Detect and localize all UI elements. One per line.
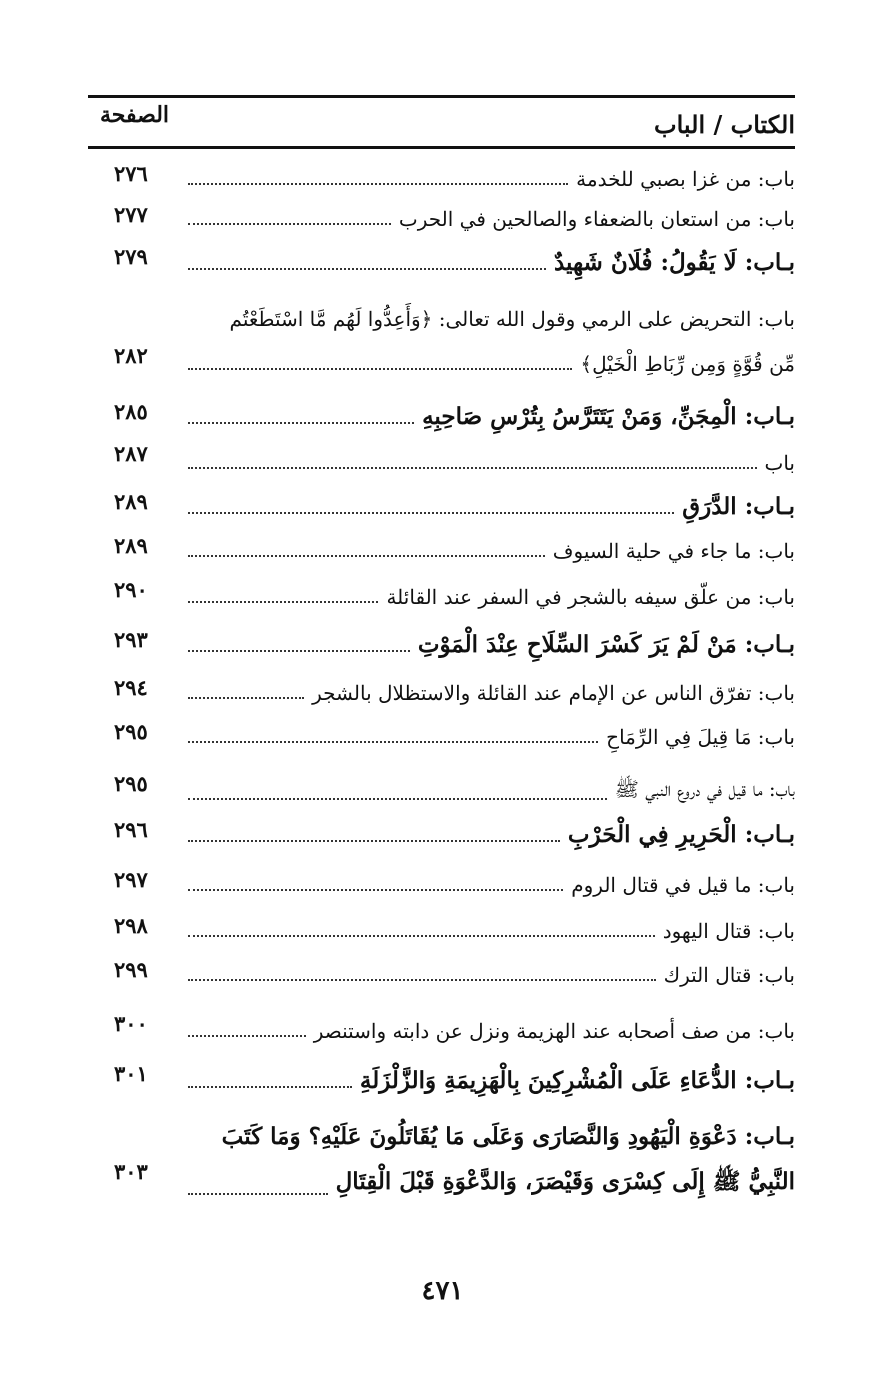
toc-entry[interactable]: [88, 1061, 795, 1113]
entry-page-number: ٢٨٩: [114, 489, 148, 514]
entry-title-line: [188, 1167, 795, 1201]
leader-dots: [188, 935, 655, 937]
entry-title: بـاب: مَنْ لَمْ يَرَ كَسْرَ السِّلَاحِ عِنْدَ الْمَوْتِ: [417, 631, 795, 658]
entry-title: باب: مَا قِيلَ فِي الرِّمَاحِ: [606, 725, 795, 749]
entry-title-line: [188, 493, 795, 520]
entry-page-number: ٢٨٢: [114, 343, 148, 368]
entry-title-line: [188, 585, 795, 609]
toc-entry[interactable]: [88, 865, 795, 911]
entry-title-line: [188, 451, 795, 475]
leader-dots: [188, 889, 563, 891]
entry-title: بـاب: الْحَرِيرِ فِي الْحَرْبِ: [567, 821, 795, 848]
entry-title-line: [188, 1019, 795, 1043]
entry-page-number: ٣٠٠: [114, 1011, 148, 1036]
toc-entry[interactable]: [88, 817, 795, 865]
entry-title: باب: تفرّق الناس عن الإمام عند القائلة والاستظلال بالشجر: [312, 681, 795, 705]
entry-page-number: ٢٩٥: [114, 771, 148, 796]
leader-dots: [188, 223, 391, 225]
entry-title-line: [188, 725, 795, 749]
toc-entry[interactable]: [88, 531, 795, 575]
toc-entry[interactable]: [88, 297, 795, 397]
entry-page-number: ٢٨٧: [114, 441, 148, 466]
leader-dots: [188, 979, 656, 981]
page-number: ٤٧١: [421, 1276, 464, 1306]
toc-entry[interactable]: [88, 623, 795, 673]
entry-page-number: ٢٧٧: [114, 202, 148, 227]
entry-title-line: [188, 403, 795, 430]
entry-title-line: [188, 821, 795, 848]
entry-page-number: ٢٩٤: [114, 675, 148, 700]
entry-title-line: [188, 777, 795, 806]
entry-title: بـاب: الدَّرَقِ: [682, 493, 795, 520]
entry-title: باب: [764, 451, 795, 475]
page-column-label: الصفحة: [100, 102, 170, 128]
toc-entry[interactable]: [88, 673, 795, 715]
leader-dots: [188, 798, 607, 800]
entry-page-number: ٢٩٩: [114, 957, 148, 982]
entry-page-number: ٢٧٦: [114, 161, 148, 186]
leader-dots: [188, 840, 560, 842]
leader-dots: [188, 512, 674, 514]
entry-title-line: [188, 1067, 795, 1094]
entry-title-line: [188, 681, 795, 705]
entry-page-number: ٢٨٩: [114, 533, 148, 558]
entry-page-number: ٢٩٥: [114, 719, 148, 744]
entry-title-line: [188, 539, 795, 563]
entry-title-line: [188, 352, 795, 376]
entry-title: بـاب: الدُّعَاءِ عَلَى الْمُشْرِكِينَ بِالْهَزِيمَةِ وَالزَّلْزَلَةِ: [359, 1067, 795, 1094]
leader-dots: [188, 555, 545, 557]
toc-entry[interactable]: [88, 767, 795, 817]
entry-title-line: [188, 919, 795, 943]
toc-entry[interactable]: [88, 441, 795, 485]
entry-title-line: [188, 963, 795, 987]
chapter-column-label: الكتاب / الباب: [654, 110, 795, 139]
toc-entry[interactable]: [88, 911, 795, 955]
leader-dots: [188, 650, 410, 652]
leader-dots: [188, 368, 572, 370]
entry-page-number: ٣٠١: [114, 1061, 148, 1086]
toc-header: [88, 95, 795, 149]
toc-list: [88, 149, 795, 1213]
toc-entry[interactable]: [88, 397, 795, 441]
entry-title: باب: قتال الترك: [663, 963, 795, 987]
entry-title-line: [188, 167, 795, 191]
leader-dots: [188, 467, 757, 469]
entry-title: مِّن قُوَّةٍ وَمِن رِّبَاطِ الْخَيْلِ﴾: [580, 352, 795, 376]
leader-dots: [188, 183, 568, 185]
leader-dots: [188, 697, 304, 699]
entry-title: باب: ما قيل في دروع النبي ﷺ: [614, 777, 795, 801]
entry-title: باب: من استعان بالضعفاء والصالحين في الحرب: [398, 207, 795, 231]
entry-title-line-1: باب: التحريض على الرمي وقول الله تعالى: ﴿وَأَعِدُّوا لَهُم مَّا اسْتَطَعْتُم: [229, 307, 795, 331]
leader-dots: [188, 1086, 352, 1088]
entry-title-line-1: بـاب: دَعْوَةِ الْيَهُودِ وَالنَّصَارَى وَعَلَى مَا يُقَاتَلُونَ عَلَيْهِ؟ وَمَا كَتَبَ: [221, 1123, 795, 1150]
entry-title: بـاب: لَا يَقُولُ: فُلَانٌ شَهِيدٌ: [553, 249, 795, 276]
toc-entry[interactable]: [88, 1113, 795, 1213]
entry-title: باب: ما قيل في قتال الروم: [571, 873, 795, 897]
entry-title: النَّبِيُّ ﷺ إِلَى كِسْرَى وَقَيْصَرَ، وَالدَّعْوَةِ قَبْلَ الْقِتَالِ: [335, 1168, 795, 1195]
entry-page-number: ٢٩٣: [114, 627, 148, 652]
leader-dots: [188, 601, 378, 603]
leader-dots: [188, 1035, 306, 1037]
entry-page-number: ٢٩٨: [114, 913, 148, 938]
entry-title: باب: من غزا بصبي للخدمة: [576, 167, 795, 191]
toc-entry[interactable]: [88, 485, 795, 531]
entry-title: بـاب: الْمِجَنِّ، وَمَنْ يَتَتَرَّسُ بِتُرْسِ صَاحِبِهِ: [422, 403, 795, 430]
entry-title-line: [188, 207, 795, 231]
toc-entry[interactable]: [88, 715, 795, 767]
toc-entry[interactable]: [88, 149, 795, 194]
leader-dots: [188, 741, 598, 743]
entry-title-line: [188, 631, 795, 658]
leader-dots: [188, 268, 546, 270]
entry-page-number: ٢٩٧: [114, 867, 148, 892]
entry-title: باب: ما جاء في حلية السيوف: [552, 539, 795, 563]
leader-dots: [188, 422, 414, 424]
leader-dots: [188, 1193, 328, 1195]
entry-title-line: [188, 249, 795, 276]
toc-entry[interactable]: [88, 194, 795, 239]
entry-page-number: ٢٧٩: [114, 244, 148, 269]
toc-entry[interactable]: [88, 1009, 795, 1061]
entry-title: باب: قتال اليهود: [662, 919, 795, 943]
toc-entry[interactable]: [88, 239, 795, 297]
toc-page: [88, 95, 795, 1285]
entry-page-number: ٢٩٠: [114, 577, 148, 602]
entry-title: باب: من صف أصحابه عند الهزيمة ونزل عن دابته واستنصر: [313, 1019, 795, 1043]
toc-entry[interactable]: [88, 575, 795, 623]
entry-title-line: [188, 873, 795, 897]
entry-page-number: ٢٩٦: [114, 817, 148, 842]
toc-entry[interactable]: [88, 955, 795, 1009]
entry-page-number: ٣٠٣: [114, 1159, 148, 1184]
entry-title: باب: من علّق سيفه بالشجر في السفر عند القائلة: [386, 585, 795, 609]
entry-page-number: ٢٨٥: [114, 399, 148, 424]
